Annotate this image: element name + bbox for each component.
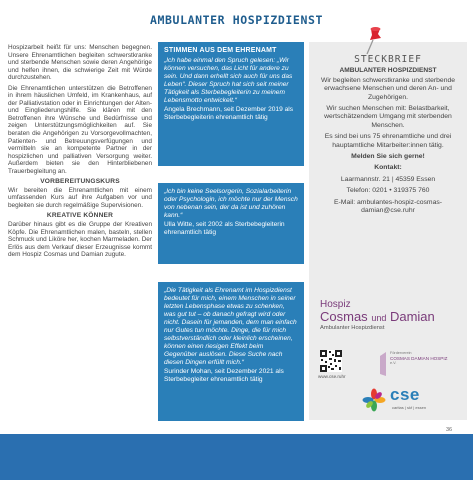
quote-box-3 xyxy=(158,282,304,421)
footer-bar xyxy=(0,434,473,480)
kurs-paragraph: Wir bereiten die Ehrenamtlichen mit einem umfassenden Kurs auf ihre Aufgaben vor und begleiten sie durch regelmäßige Supervisionen. xyxy=(8,186,152,209)
address: Laarmannstr. 21 | 45359 Essen xyxy=(340,175,436,183)
intro-paragraph: Hospizarbeit heißt für uns: Menschen begegnen. Unsere Ehrenamtlichen begleiten schwerstkranke und sterbende Menschen sowie deren Angehörige und helfen ihnen, die schwierige Zeit mit Würde durchzustehen. xyxy=(8,44,152,82)
steckbrief-paragraph: Wir begleiten schwerstkranke und sterbende erwachsene Menschen und deren An- und Zugehörigen. xyxy=(320,76,456,101)
quote-box-1 xyxy=(158,42,304,166)
quote-author: Surinder Mohan, seit Dezember 2021 als Sterbebegleiter ehrenamtlich tätig xyxy=(164,368,284,383)
steckbrief-paragraph: Wir suchen Menschen mit: Belastbarkeit, wertschätzendem Umgang mit sterbenden Menschen. xyxy=(324,105,452,129)
hospiz-logo xyxy=(320,300,440,332)
support-paragraph: Die Ehrenamtlichen unterstützen die Betroffenen in ihrem häuslichen Umfeld, im Krankenhaus, auf der Palliativstation oder in Einrichtungen der Alten- und Eingliederungshilfe. Sie klären mit den Betroffenen ihre Wünsche und Bedürfnisse und zeigen Unterstützungsmöglichkeiten auf. Sie beraten die Angehörigen zu Vorsorgevollmachten, Patienten- und Betreuungsverfügungen und vermitteln sie an kompetente Partner in der hospizlichen und palliativen Versorgung weiter. Außerdem bieten sie den Hinterbliebenen Trauerbegleitung an. xyxy=(8,84,152,175)
foerderverein-text: Förderverein COSMAS DAMIAN HOSPIZ e.V. xyxy=(390,351,448,365)
quote-box-2 xyxy=(158,183,304,264)
quotes-header: STIMMEN AUS DEM EHRENAMT xyxy=(164,47,277,54)
qr-code-icon[interactable] xyxy=(320,350,342,372)
section-heading-kreativ: KREATIVE KÖNNER xyxy=(46,212,114,220)
quote-text: „Ich bin keine Seelsorgerin, Sozialarbeiterin oder Psychologin, ich möchte nur der Mensch von nebenan sein, der da ist und zuhören kann.“ xyxy=(164,188,298,219)
quote-text: „Die Tätigkeit als Ehrenamt im Hospizdienst bedeutet für mich, einem Menschen in seiner letzten Lebensphase etwas zu schenken, was gut tut – ob danach gefragt wird oder nicht. Dasein für jemanden, dem man einfach nur Gutes tun möchte. Dinge, die für mich selbstverständlich oder kleinlich erscheinen, können einen riesigen Effekt beim Gegenüber auslösen. Diese Suche nach diesen Dingen erfüllt mich.“ xyxy=(164,287,297,366)
section-heading-kurs: VORBEREITUNGSKURS xyxy=(40,178,120,186)
kreativ-paragraph: Darüber hinaus gibt es die Gruppe der Kreativen Köpfe. Die Ehrenamtlichen malen, basteln, stellen Schmuck und Liköre her, kochen Marmeladen. Der Erlös aus dem Verkauf dieser Erzeugnisse kommt dem Hospiz Cosmas und Damian zugute. xyxy=(8,221,152,259)
cse-logo-word: cse xyxy=(390,385,420,404)
page-number: 36 xyxy=(446,427,453,433)
logo-hospiz-word: Hospiz xyxy=(320,299,351,310)
steckbrief-paragraph: Es sind bei uns 75 ehrenamtliche und drei hauptamtliche Mitarbeiter:innen tätig. xyxy=(324,133,452,149)
quote-author: Ulla Witte, seit 2002 als Sterbebegleiterin ehrenamtlich tätig xyxy=(164,221,285,236)
steckbrief-title: STECKBRIEF xyxy=(354,54,422,65)
logo-cosmas-damian: Cosmas und Damian xyxy=(320,309,435,324)
main-text-column xyxy=(8,44,152,262)
website-url[interactable]: www.cse.ruhr xyxy=(318,374,346,379)
pushpin-icon xyxy=(363,26,387,56)
kontakt-label: Kontakt: xyxy=(374,164,402,172)
email-link[interactable]: E-Mail: ambulantes-hospiz-cosmas-damian@cse.ruhr xyxy=(333,198,443,215)
call-to-action: Melden Sie sich gerne! xyxy=(351,153,425,161)
cse-tagline: caritas | skf | essen xyxy=(392,405,427,410)
phone: Telefon: 0201 • 319375 760 xyxy=(346,187,430,195)
quote-text: „Ich habe einmal den Spruch gelesen: „Wir können versuchen, das Licht für andere zu sein. Und dann erhellt sich auch für uns das Leben“. Dieser Spruch hat sich seit meiner Tätigkeit als Sterbebegleiterin zu meinem Lebensmotto entwickelt.“ xyxy=(164,57,293,104)
page-title: AMBULANTER HOSPIZDIENST xyxy=(149,13,324,27)
logo-subtitle: Ambulanter Hospizdienst xyxy=(320,325,385,331)
quote-author: Angela Brechmann, seit Dezember 2019 als Sterbebegleiterin ehrenamtlich tätig xyxy=(164,106,294,121)
steckbrief-subtitle: AMBULANTER HOSPIZDIENST xyxy=(339,67,437,75)
